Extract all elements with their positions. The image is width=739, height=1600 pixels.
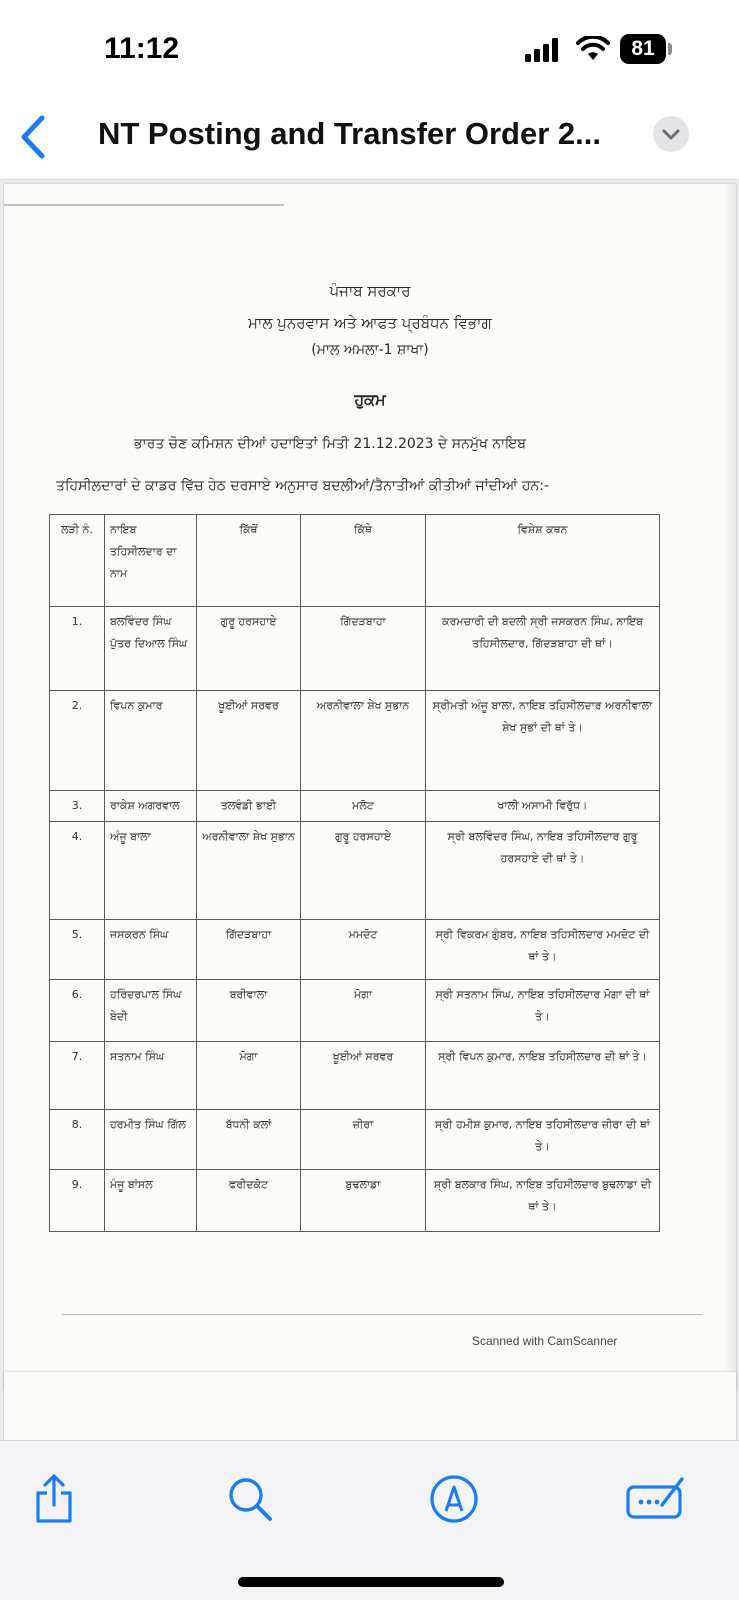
row-serial: 8. (50, 1110, 105, 1170)
row-to: ਮੋਗਾ (301, 980, 426, 1042)
row-from: ਤਲਵੰਡੀ ਭਾਈ (197, 791, 301, 822)
table-row (50, 1170, 660, 1232)
bottom-toolbar (0, 1440, 739, 1600)
document-title[interactable]: NT Posting and Transfer Order 2... (98, 116, 601, 151)
markup-pen-icon[interactable] (426, 1471, 482, 1527)
row-from: ਮੋਗਾ (197, 1042, 301, 1110)
row-from: ਗੁਰੂ ਹਰਸਹਾਏ (197, 607, 301, 691)
header-branch: (ਮਾਲ ਅਮਲਾ-1 ਸ਼ਾਖਾ) (311, 342, 429, 358)
intro-line-1: ਭਾਰਤ ਚੋਣ ਕਮਿਸ਼ਨ ਦੀਆਂ ਹਦਾਇਤਾਂ ਮਿਤੀ 21.12.2023 ਦੇ ਸਨਮੁੱਖ ਨਾਇਬ (134, 436, 527, 452)
order-title: ਹੁਕਮ (354, 390, 386, 409)
row-remarks: ਖਾਲੀ ਅਸਾਮੀ ਵਿਰੁੱਧ। (426, 791, 660, 822)
status-bar (0, 0, 739, 100)
row-remarks: ਸ੍ਰੀ ਵਿਕਰਮ ਗੁੰਬਰ, ਨਾਇਬ ਤਹਿਸੀਲਦਾਰ ਮਮਦੋਟ ਦੀ ਥਾਂ ਤੇ। (426, 920, 660, 980)
document-viewer[interactable] (0, 180, 739, 1440)
header-from: ਕਿੱਥੋਂ (197, 515, 301, 607)
row-to: ਗਿੱਦੜਬਾਹਾ (301, 607, 426, 691)
row-from: ਖੂਈਆਂ ਸਰਵਰ (197, 691, 301, 791)
row-to: ਗੁਰੂ ਹਰਸਹਾਏ (301, 822, 426, 920)
row-name: ਹਰਿੰਦਰਪਾਲ ਸਿੰਘ ਬੇਦੀ (105, 980, 197, 1042)
page-bottom-rule (62, 1314, 702, 1315)
row-serial: 6. (50, 980, 105, 1042)
search-icon[interactable] (222, 1471, 278, 1527)
row-to: ਮਮਦੋਟ (301, 920, 426, 980)
table-row (50, 822, 660, 920)
row-serial: 3. (50, 791, 105, 822)
row-serial: 7. (50, 1042, 105, 1110)
row-remarks: ਸ੍ਰੀਮਤੀ ਅੰਜੂ ਬਾਲਾ, ਨਾਇਬ ਤਹਿਸੀਲਦਾਰ ਅਰਨੀਵਾਲਾ ਸ਼ੇਖ ਸੁਭਾਂ ਦੀ ਥਾਂ ਤੇ। (426, 691, 660, 791)
battery-level: 81 (631, 37, 655, 60)
header-serial: ਲੜੀ ਨੰ. (50, 515, 105, 607)
row-from: ਬੱਧਨੀ ਕਲਾਂ (197, 1110, 301, 1170)
page-edge-shade (724, 184, 736, 1389)
chevron-down-icon[interactable] (653, 116, 689, 152)
row-serial: 4. (50, 822, 105, 920)
home-indicator[interactable] (238, 1577, 504, 1587)
row-to: ਅਰਨੀਵਾਲਾ ਸ਼ੇਖ ਸੁਭਾਨ (301, 691, 426, 791)
row-remarks: ਸ੍ਰੀ ਸਤਨਾਮ ਸਿੰਘ, ਨਾਇਬ ਤਹਿਸੀਲਦਾਰ ਮੋਗਾ ਦੀ ਥਾਂ ਤੇ। (426, 980, 660, 1042)
signature-icon[interactable] (624, 1471, 690, 1527)
table-row (50, 691, 660, 791)
header-to: ਕਿੱਥੇ (301, 515, 426, 607)
row-serial: 2. (50, 691, 105, 791)
share-icon[interactable] (26, 1471, 82, 1527)
row-serial: 5. (50, 920, 105, 980)
scanner-footer: Scanned with CamScanner (472, 1334, 618, 1348)
row-name: ਸਤਨਾਮ ਸਿੰਘ (105, 1042, 197, 1110)
table-row (50, 1110, 660, 1170)
row-name: ਹਰਮੀਤ ਸਿੰਘ ਗਿੱਲ (105, 1110, 197, 1170)
table-row (50, 980, 660, 1042)
intro-line-2: ਤਹਿਸੀਲਦਾਰਾਂ ਦੇ ਕਾਡਰ ਵਿੱਚ ਹੇਠ ਦਰਸਾਏ ਅਨੁਸਾਰ ਬਦਲੀਆਂ/ਤੈਨਾਤੀਆਂ ਕੀਤੀਆਂ ਜਾਂਦੀਆਂ ਹਨ:- (56, 478, 549, 494)
header-remarks: ਵਿਸ਼ੇਸ਼ ਕਥਨ (426, 515, 660, 607)
row-to: ਬੁਢਲਾਡਾ (301, 1170, 426, 1232)
table-row (50, 791, 660, 822)
row-to: ਜ਼ੀਰਾ (301, 1110, 426, 1170)
row-serial: 1. (50, 607, 105, 691)
row-name: ਵਿਪਨ ਕੁਮਾਰ (105, 691, 197, 791)
row-remarks: ਸ੍ਰੀ ਬਲਕਾਰ ਸਿੰਘ, ਨਾਇਬ ਤਹਿਸੀਲਦਾਰ ਬੁਢਲਾਡਾ ਦੀ ਥਾਂ ਤੇ। (426, 1170, 660, 1232)
header-government: ਪੰਜਾਬ ਸਰਕਾਰ (329, 282, 411, 300)
table-row (50, 1042, 660, 1110)
battery-nub (668, 43, 672, 55)
row-from: ਅਰਨੀਵਾਲਾ ਸ਼ੇਖ ਸੁਭਾਨ (197, 822, 301, 920)
row-name: ਰਾਕੇਸ਼ ਅਗਰਵਾਲ (105, 791, 197, 822)
row-remarks: ਸ੍ਰੀ ਵਿਪਨ ਕੁਮਾਰ, ਨਾਇਬ ਤਹਿਸੀਲਦਾਰ ਦੀ ਥਾਂ ਤੇ। (426, 1042, 660, 1110)
wifi-icon (576, 36, 610, 62)
battery-indicator (620, 34, 666, 64)
chevron-left-icon[interactable] (14, 112, 54, 162)
document-page (4, 184, 736, 1389)
header-name: ਨਾਇਬ ਤਹਿਸੀਲਦਾਰ ਦਾ ਨਾਮ (105, 515, 197, 607)
row-name: ਅੰਜੂ ਬਾਲਾ (105, 822, 197, 920)
navigation-bar (0, 100, 739, 180)
status-time: 11:12 (104, 32, 180, 65)
row-remarks: ਸ੍ਰੀ ਬਲਵਿੰਦਰ ਸਿੰਘ, ਨਾਇਬ ਤਹਿਸੀਲਦਾਰ ਗੁਰੂ ਹਰਸਹਾਏ ਦੀ ਥਾਂ ਤੇ। (426, 822, 660, 920)
page-rule (4, 204, 284, 206)
table-header-row (50, 515, 660, 607)
row-to: ਮਲੋਟ (301, 791, 426, 822)
table-row (50, 920, 660, 980)
transfer-table (49, 514, 660, 1232)
table-row (50, 607, 660, 691)
row-name: ਬਲਵਿੰਦਰ ਸਿੰਘ ਪੁੱਤਰ ਦਿਆਲ ਸਿੰਘ (105, 607, 197, 691)
row-from: ਬਰੀਵਾਲਾ (197, 980, 301, 1042)
row-from: ਗਿੱਦੜਬਾਹਾ (197, 920, 301, 980)
row-from: ਫਰੀਦਕੋਟ (197, 1170, 301, 1232)
row-name: ਜਸਕਰਨ ਸਿੰਘ (105, 920, 197, 980)
row-remarks: ਸ੍ਰੀ ਹਮੀਸ਼ ਕੁਮਾਰ, ਨਾਇਬ ਤਹਿਸੀਲਦਾਰ ਜ਼ੀਰਾ ਦੀ ਥਾਂ ਤੇ। (426, 1110, 660, 1170)
header-department: ਮਾਲ ਪੁਨਰਵਾਸ ਅਤੇ ਆਫਤ ਪ੍ਰਬੰਧਨ ਵਿਭਾਗ (248, 314, 492, 332)
row-to: ਖੂਈਆਂ ਸਰਵਰ (301, 1042, 426, 1110)
cellular-signal-icon (525, 38, 561, 62)
row-serial: 9. (50, 1170, 105, 1232)
row-name: ਮੰਜੂ ਬਾਂਸਲ (105, 1170, 197, 1232)
row-remarks: ਕਰਮਚਾਰੀ ਦੀ ਬਦਲੀ ਸ੍ਰੀ ਜਸਕਰਨ ਸਿੰਘ, ਨਾਇਬ ਤਹਿਸੀਲਦਾਰ, ਗਿੱਦੜਬਾਹਾ ਦੀ ਥਾਂ। (426, 607, 660, 691)
